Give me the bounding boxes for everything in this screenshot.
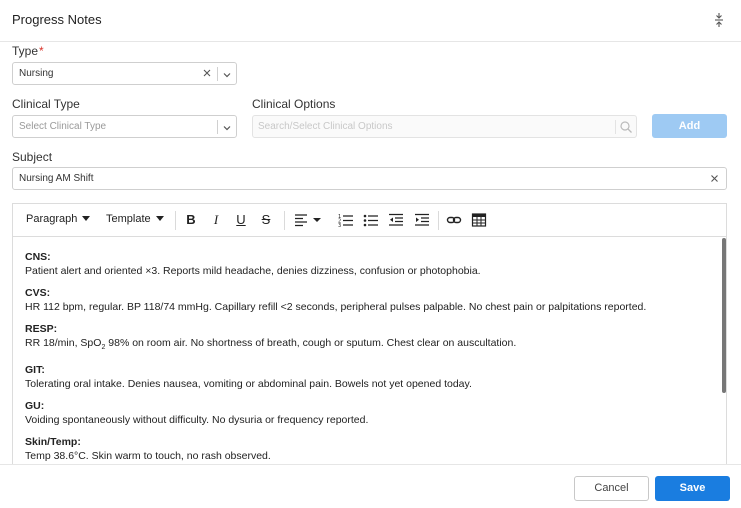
clinical-type-placeholder: Select Clinical Type [19, 121, 107, 132]
type-select[interactable] [12, 62, 237, 85]
bullet-list-icon[interactable] [363, 212, 379, 228]
type-label: Type* [12, 44, 44, 58]
search-icon[interactable] [619, 120, 633, 134]
dialog-title: Progress Notes [12, 12, 102, 27]
note-section [25, 435, 721, 463]
add-button[interactable]: Add [652, 114, 727, 138]
type-select-value: Nursing [19, 68, 54, 79]
cancel-button[interactable]: Cancel [574, 476, 649, 501]
numbered-list-icon[interactable] [338, 212, 354, 228]
save-button[interactable]: Save [655, 476, 730, 501]
section-body: Voiding spontaneously without difficulty. No dysuria or frequency reported. [25, 414, 369, 427]
section-title: GIT: [25, 364, 45, 377]
clinical-options-placeholder: Search/Select Clinical Options [258, 121, 393, 132]
section-title: RESP: [25, 323, 58, 335]
editor-toolbar [13, 204, 727, 237]
underline-button[interactable]: U [236, 212, 246, 227]
note-section [25, 286, 721, 314]
template-dropdown[interactable]: Template [106, 213, 164, 225]
subject-label: Subject [12, 150, 53, 164]
note-section [25, 250, 721, 278]
search-divider [615, 120, 616, 134]
chevron-down-icon[interactable] [222, 122, 232, 132]
note-section [25, 322, 721, 355]
section-body: Tolerating oral intake. Denies nausea, vomiting or abdominal pain. Bowels not yet opened today. [25, 378, 472, 391]
bold-button[interactable]: B [186, 212, 196, 227]
chevron-down-icon[interactable] [222, 69, 232, 79]
svg-text:1: 1 [338, 214, 342, 220]
section-title: GU: [25, 400, 45, 413]
select-divider [217, 120, 218, 134]
subject-value: Nursing AM Shift [19, 173, 94, 184]
clinical-type-select[interactable] [12, 115, 237, 138]
note-section [25, 363, 721, 391]
select-divider [217, 67, 218, 81]
caret-down-icon [82, 216, 90, 221]
italic-button[interactable]: I [213, 212, 219, 227]
svg-text:2: 2 [338, 218, 342, 225]
indent-icon[interactable] [414, 212, 430, 228]
required-mark: * [39, 44, 44, 58]
section-title: CNS: [25, 251, 51, 263]
toolbar-divider [284, 211, 285, 230]
dialog-header [0, 0, 741, 42]
outdent-icon[interactable] [388, 212, 404, 228]
dialog-footer [0, 464, 741, 508]
section-body: Patient alert and oriented ×3. Reports mild headache, denies dizziness, confusion or photophobia. [25, 265, 481, 277]
toolbar-divider [175, 211, 176, 230]
caret-down-icon [156, 216, 164, 221]
paragraph-dropdown[interactable]: Paragraph [26, 213, 90, 225]
clear-icon[interactable] [201, 67, 213, 79]
editor-content[interactable] [13, 238, 721, 473]
link-icon[interactable] [446, 212, 462, 228]
subject-input[interactable] [12, 167, 727, 190]
clear-icon[interactable] [709, 173, 720, 184]
section-body: RR 18/min, SpO$_2$ 98% on room air. No shortness of breath, cough or sputum. Chest clear on auscultation. [25, 337, 517, 352]
clinical-type-label: Clinical Type [12, 97, 80, 111]
toolbar-divider [438, 211, 439, 230]
clinical-options-label: Clinical Options [252, 97, 336, 111]
clinical-options-search[interactable] [252, 115, 637, 138]
note-section [25, 399, 721, 427]
svg-text:3: 3 [338, 223, 342, 228]
rich-text-editor [12, 203, 727, 473]
collapse-icon[interactable] [712, 12, 726, 28]
editor-scrollbar[interactable] [722, 238, 726, 393]
strikethrough-button[interactable]: S [261, 212, 271, 227]
table-icon[interactable] [471, 212, 487, 228]
section-title: Skin/Temp: [25, 436, 81, 449]
section-body: Temp 38.6°C. Skin warm to touch, no rash observed. [25, 450, 271, 463]
section-title: CVS: [25, 287, 51, 299]
section-body: HR 112 bpm, regular. BP 118/74 mmHg. Capillary refill <2 seconds, peripheral pulses palpable. No chest pain or palpitations reported. [25, 301, 647, 313]
align-dropdown[interactable] [294, 212, 324, 228]
